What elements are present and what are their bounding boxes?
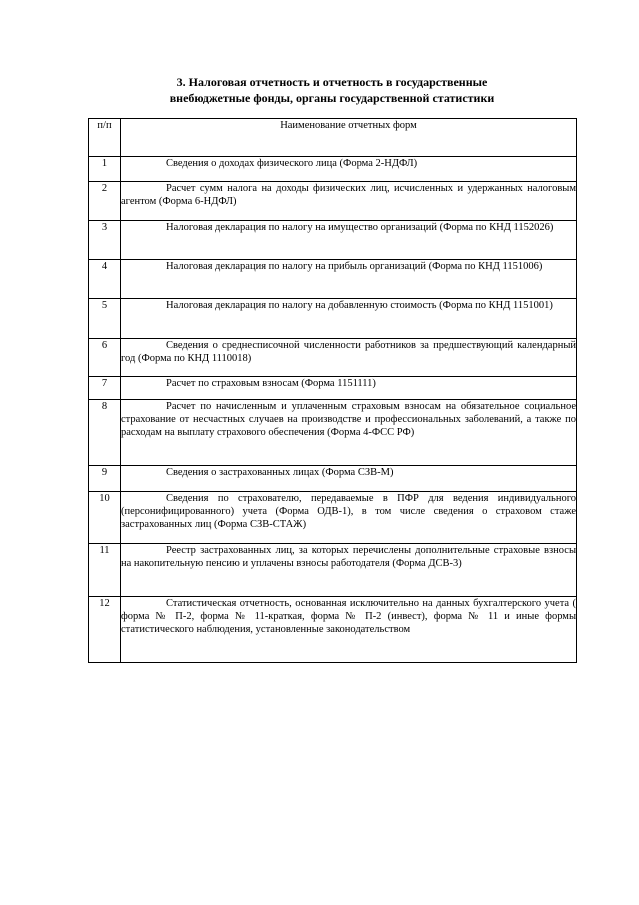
row-form-name: Налоговая декларация по налогу на прибыль организаций (Форма по КНД 1151006) <box>121 260 577 299</box>
row-number: 4 <box>89 260 121 299</box>
row-number: 11 <box>89 544 121 597</box>
row-form-name: Сведения о доходах физического лица (Форма 2-НДФЛ) <box>121 157 577 182</box>
header-name: Наименование отчетных форм <box>121 119 577 157</box>
table-header-row <box>89 119 577 157</box>
row-number: 3 <box>89 221 121 260</box>
table-row <box>89 400 577 466</box>
row-form-name: Сведения о среднесписочной численности работников за предшествующий календарный год (Форма по КНД 1110018) <box>121 339 577 377</box>
row-number: 2 <box>89 182 121 221</box>
row-form-name: Статистическая отчетность, основанная исключительно на данных бухгалтерского учета ( форма № П-2, форма № 11-краткая, форма № П-2 (инвест), форма № 11 и иные формы статистического наблюдения, установленные законодательством <box>121 597 577 663</box>
row-form-name: Расчет по начисленным и уплаченным страховым взносам на обязательное социальное страхование от несчастных случаев на производстве и профессиональных заболеваний, а также по расходам на выплату страхового обеспечения (Форма 4-ФСС РФ) <box>121 400 577 466</box>
row-number: 8 <box>89 400 121 466</box>
row-form-name: Расчет по страховым взносам (Форма 1151111) <box>121 377 577 400</box>
row-form-name: Реестр застрахованных лиц, за которых перечислены дополнительные страховые взносы на накопительную пенсию и уплачены взносы работодателя (Форма ДСВ-3) <box>121 544 577 597</box>
row-number: 6 <box>89 339 121 377</box>
title-line-1: 3. Налоговая отчетность и отчетность в государственные <box>176 75 488 89</box>
table-row <box>89 221 577 260</box>
row-form-name: Расчет сумм налога на доходы физических лиц, исчисленных и удержанных налоговым агентом (Форма 6-НДФЛ) <box>121 182 577 221</box>
title-line-2: внебюджетные фонды, органы государственной статистики <box>169 91 495 105</box>
header-number: п/п <box>89 119 121 157</box>
table-row <box>89 260 577 299</box>
row-number: 5 <box>89 299 121 339</box>
row-number: 9 <box>89 466 121 492</box>
reporting-forms-table <box>88 118 577 663</box>
row-form-name: Сведения о застрахованных лицах (Форма СЗВ-М) <box>121 466 577 492</box>
row-form-name: Налоговая декларация по налогу на добавленную стоимость (Форма по КНД 1151001) <box>121 299 577 339</box>
table-row <box>89 377 577 400</box>
row-form-name: Сведения по страхователю, передаваемые в ПФР для ведения индивидуального (персонифицированного) учета (Форма ОДВ-1), в том числе сведения о страховом стаже застрахованных лиц (Форма СЗВ-СТАЖ) <box>121 492 577 544</box>
table-row <box>89 182 577 221</box>
row-form-name: Налоговая декларация по налогу на имущество организаций (Форма по КНД 1152026) <box>121 221 577 260</box>
table-row <box>89 157 577 182</box>
row-number: 10 <box>89 492 121 544</box>
row-number: 1 <box>89 157 121 182</box>
page-title <box>88 74 576 106</box>
row-number: 12 <box>89 597 121 663</box>
table-row <box>89 597 577 663</box>
table-row <box>89 299 577 339</box>
table-row <box>89 466 577 492</box>
row-number: 7 <box>89 377 121 400</box>
table-row <box>89 492 577 544</box>
table-row <box>89 544 577 597</box>
table-row <box>89 339 577 377</box>
